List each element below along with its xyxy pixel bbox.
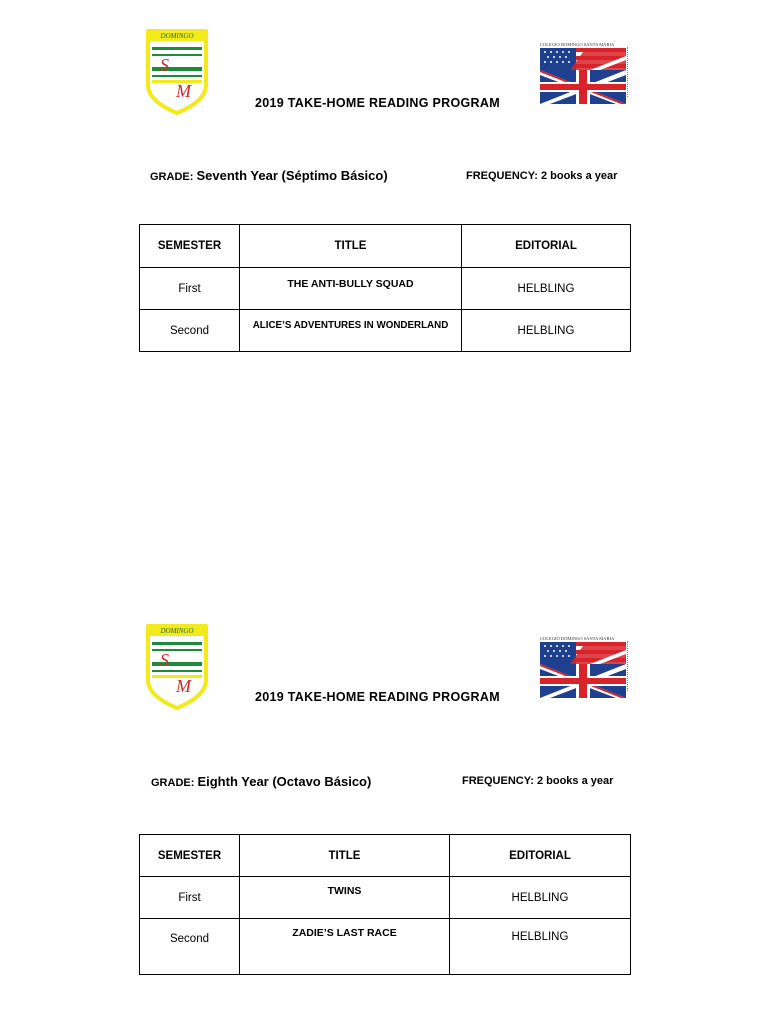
semester-cell: Second <box>140 310 240 352</box>
frequency: FREQUENCY: 2 books a year <box>462 775 614 787</box>
table-header-row <box>140 835 631 877</box>
semester-cell: First <box>140 268 240 310</box>
table-row <box>140 268 631 310</box>
logo-letter-s: S <box>160 650 169 670</box>
logo-letter-m: M <box>176 676 191 696</box>
program-title: 2019 TAKE-HOME READING PROGRAM <box>255 96 500 110</box>
table-row <box>140 919 631 975</box>
school-crest-logo <box>142 27 212 117</box>
semester-cell: First <box>140 877 240 919</box>
frequency: FREQUENCY: 2 books a year <box>466 170 618 182</box>
program-title: 2019 TAKE-HOME READING PROGRAM <box>255 690 500 704</box>
editorial-cell: HELBLING <box>450 919 631 975</box>
grade-value: Eighth Year (Octavo Básico) <box>197 774 372 789</box>
editorial-cell: HELBLING <box>462 310 631 352</box>
table-row <box>140 310 631 352</box>
logo-letter-s: S <box>160 55 169 75</box>
reading-table <box>139 834 631 975</box>
grade-line <box>151 774 371 789</box>
reading-table <box>139 224 631 352</box>
header-title: TITLE <box>240 835 450 877</box>
logo-banner-text: DOMINGO <box>160 32 194 40</box>
title-cell: ALICE’S ADVENTURES IN WONDERLAND <box>240 310 462 352</box>
header-semester: SEMESTER <box>140 225 240 268</box>
title-cell: ZADIE’S LAST RACE <box>240 919 450 975</box>
us-uk-flag-emblem <box>540 42 630 104</box>
grade-value: Seventh Year (Séptimo Básico) <box>196 168 388 183</box>
school-crest-logo <box>142 622 212 712</box>
grade-line <box>150 168 388 183</box>
flag-caption: COLEGIO DOMINGO SANTA MARIA <box>540 636 615 641</box>
flag-caption: COLEGIO DOMINGO SANTA MARIA <box>540 42 615 47</box>
header-editorial: EDITORIAL <box>462 225 631 268</box>
editorial-cell: HELBLING <box>462 268 631 310</box>
table-row <box>140 877 631 919</box>
title-cell: THE ANTI-BULLY SQUAD <box>240 268 462 310</box>
header-title: TITLE <box>240 225 462 268</box>
grade-label: GRADE: <box>151 777 195 789</box>
title-cell: TWINS <box>240 877 450 919</box>
header-editorial: EDITORIAL <box>450 835 631 877</box>
grade-label: GRADE: <box>150 171 194 183</box>
header-semester: SEMESTER <box>140 835 240 877</box>
table-header-row <box>140 225 631 268</box>
us-uk-flag-emblem <box>540 636 630 698</box>
logo-banner-text: DOMINGO <box>160 627 194 635</box>
editorial-cell: HELBLING <box>450 877 631 919</box>
semester-cell: Second <box>140 919 240 975</box>
logo-letter-m: M <box>176 81 191 101</box>
